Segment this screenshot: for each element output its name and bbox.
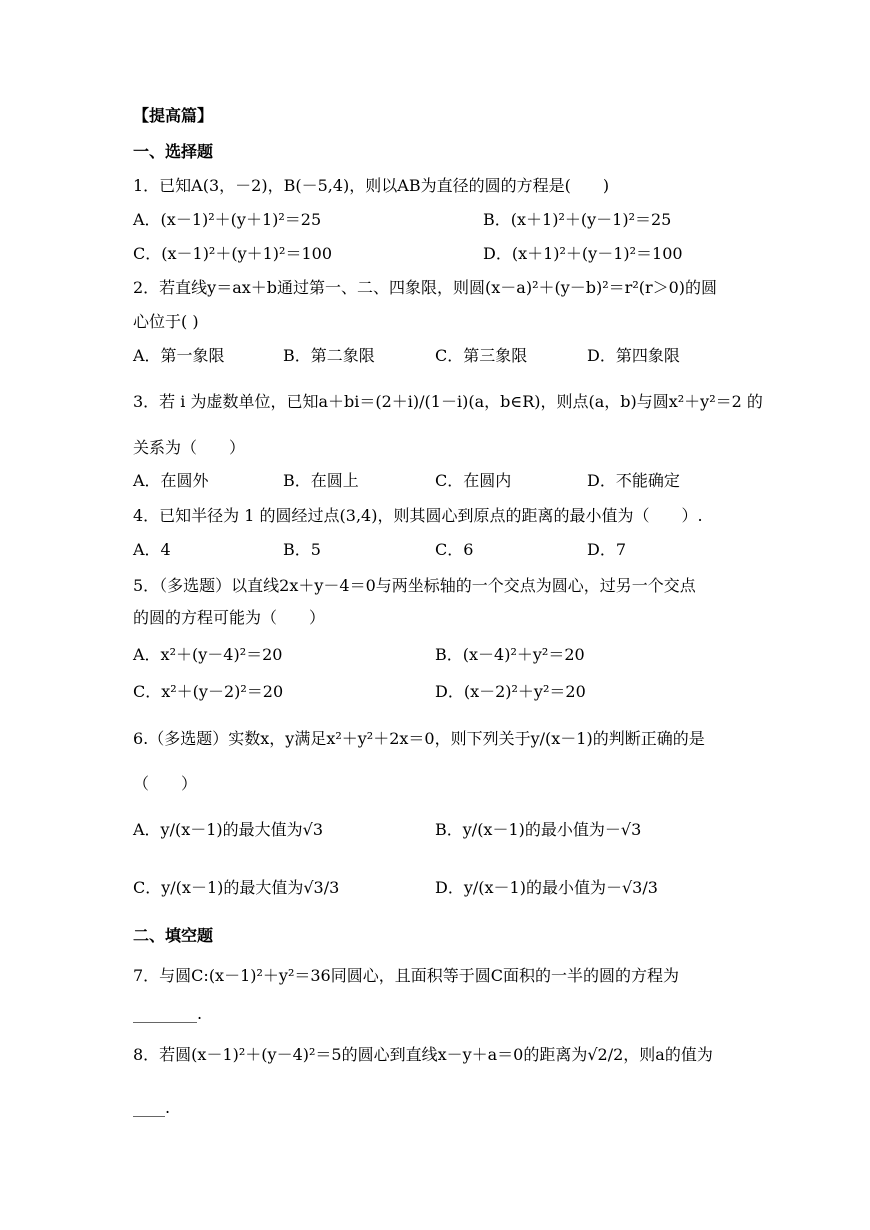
q3-stem-line1: 3．若 i 为虚数单位，已知a＋bi＝(2＋i)/(1－i)(a，b∈R)，则点(a，b)与圆x²＋y²＝2 的 — [133, 392, 763, 411]
q1-option-a: A．(x－1)²＋(y＋1)²＝25 — [133, 210, 322, 229]
q5-option-a: A．x²＋(y－4)²＝20 — [133, 645, 283, 664]
q8-stem-line1: 8．若圆(x－1)²＋(y－4)²＝5的圆心到直线x－y＋a＝0的距离为√2/2，则a的值为 — [133, 1045, 713, 1064]
q1-option-d: D．(x＋1)²＋(y－1)²＝100 — [483, 244, 683, 263]
q4-stem: 4．已知半径为 1 的圆经过点(3,4)，则其圆心到原点的距离的最小值为（ ）. — [133, 506, 703, 525]
q7-stem-line2: ________. — [133, 1004, 203, 1023]
q5-option-c: C．x²＋(y－2)²＝20 — [133, 682, 284, 701]
q1-option-c: C．(x－1)²＋(y＋1)²＝100 — [133, 244, 333, 263]
part2-title: 二、填空题 — [133, 926, 214, 945]
q2-option-d: D．第四象限 — [587, 346, 680, 365]
q6-stem-line1: 6.（多选题）实数x，y满足x²＋y²＋2x＝0，则下列关于y/(x－1)的判断正确的是 — [133, 729, 705, 748]
q8-stem-line2: ____. — [133, 1098, 171, 1117]
q4-option-d: D．7 — [587, 540, 627, 559]
q2-stem-line2: 心位于( ) — [133, 312, 199, 331]
q6-option-a: A．y/(x－1)的最大值为√3 — [133, 820, 324, 839]
q6-option-c: C．y/(x－1)的最大值为√3/3 — [133, 878, 340, 897]
section-title: 【提高篇】 — [133, 106, 214, 125]
q5-option-d: D．(x－2)²＋y²＝20 — [435, 682, 586, 701]
q2-option-b: B．第二象限 — [283, 346, 375, 365]
q3-option-d: D．不能确定 — [587, 471, 680, 490]
q1-stem: 1．已知A(3，－2)，B(－5,4)，则以AB为直径的圆的方程是( ) — [133, 176, 610, 195]
q4-option-c: C．6 — [435, 540, 474, 559]
q5-option-b: B．(x－4)²＋y²＝20 — [435, 645, 585, 664]
q5-stem-line2: 的圆的方程可能为（ ） — [133, 608, 326, 627]
q2-option-c: C．第三象限 — [435, 346, 528, 365]
q3-option-b: B．在圆上 — [283, 471, 359, 490]
q3-option-a: A．在圆外 — [133, 471, 209, 490]
q6-option-d: D．y/(x－1)的最小值为－√3/3 — [435, 878, 658, 897]
q6-stem-line2: （ ） — [133, 774, 198, 793]
q2-option-a: A．第一象限 — [133, 346, 225, 365]
part1-title: 一、选择题 — [133, 142, 214, 161]
q4-option-a: A．4 — [133, 540, 171, 559]
q7-stem-line1: 7．与圆C:(x－1)²＋y²＝36同圆心，且面积等于圆C面积的一半的圆的方程为 — [133, 966, 679, 985]
q6-option-b: B．y/(x－1)的最小值为－√3 — [435, 820, 642, 839]
q1-option-b: B．(x＋1)²＋(y－1)²＝25 — [483, 210, 672, 229]
q4-option-b: B．5 — [283, 540, 321, 559]
q2-stem-line1: 2．若直线y＝ax＋b通过第一、二、四象限，则圆(x－a)²＋(y－b)²＝r²(r＞0)的圆 — [133, 278, 718, 297]
q3-stem-line2: 关系为（ ） — [133, 438, 246, 457]
q5-stem-line1: 5．（多选题）以直线2x＋y－4＝0与两坐标轴的一个交点为圆心，过另一个交点 — [133, 576, 696, 595]
q3-option-c: C．在圆内 — [435, 471, 512, 490]
